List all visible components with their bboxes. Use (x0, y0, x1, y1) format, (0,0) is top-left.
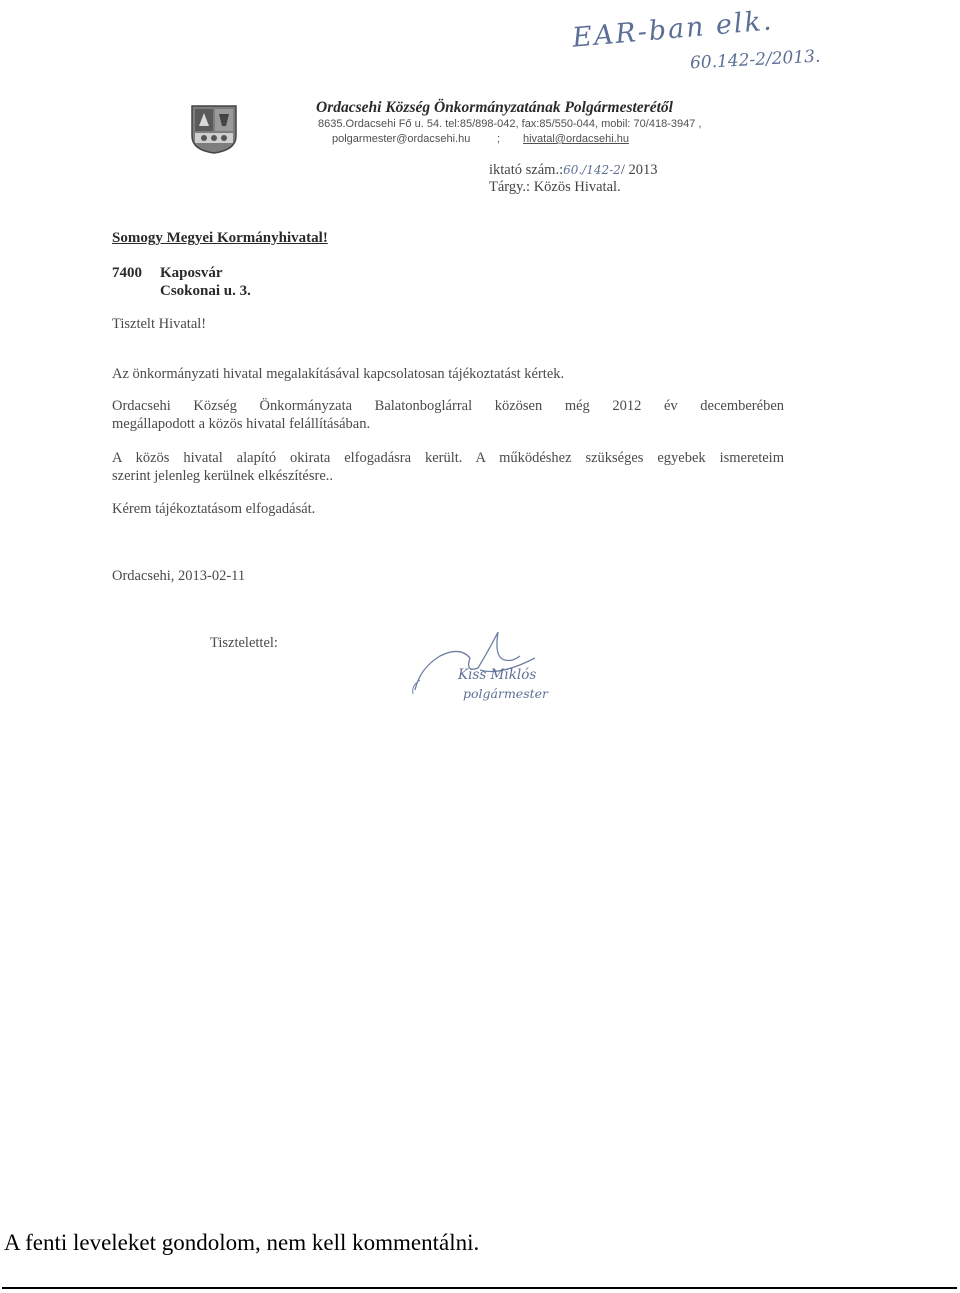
paragraph-1: Az önkormányzati hivatal megalakításával kapcsolatosan tájékoztatást kértek. (112, 366, 565, 382)
letterhead-address: 8635.Ordacsehi Fő u. 54. tel:85/898-042, fax:85/550-044, mobil: 70/418-3947 , (318, 118, 702, 130)
paragraph-4: Kérem tájékoztatásom elfogadását. (112, 501, 316, 517)
signer-name: Kiss Miklós (458, 667, 537, 683)
recipient-postal-code: 7400 (112, 265, 142, 281)
closing: Tisztelettel: (210, 635, 278, 651)
reference-handwritten-number: 60./142-2 (563, 163, 621, 177)
letterhead-separator: ; (497, 133, 501, 145)
handwritten-stamp-note: EAR-ban elk. (571, 5, 775, 54)
handwritten-registration-number: 60.142-2/2013. (689, 46, 821, 74)
reference-number (489, 162, 657, 179)
letter-subject: Tárgy.: Közös Hivatal. (489, 179, 621, 195)
footer-comment: A fenti leveleket gondolom, nem kell kommentálni. (4, 1230, 480, 1255)
reference-year: / 2013 (620, 162, 658, 178)
letterhead-office-email[interactable]: hivatal@ordacsehi.hu (523, 133, 629, 145)
recipient-name: Somogy Megyei Kormányhivatal! (112, 230, 328, 246)
paragraph-3-line-2: szerint jelenleg kerülnek elkészítésre.. (112, 468, 334, 484)
paragraph-2-line-2: megállapodott a közös hivatal felállításában. (112, 416, 371, 432)
reference-label: iktató szám.: (489, 162, 564, 178)
footer-divider (2, 1287, 957, 1289)
recipient-street: Csokonai u. 3. (160, 283, 251, 299)
salutation: Tisztelt Hivatal! (112, 316, 207, 332)
letterhead-email: polgarmester@ordacsehi.hu (332, 133, 471, 145)
letterhead-title: Ordacsehi Község Önkormányzatának Polgármesterétől (316, 99, 673, 116)
paragraph-2-line-1: Ordacsehi Község Önkormányzata Balatonboglárral közösen még 2012 év decemberében (112, 398, 784, 414)
coat-of-arms-icon (190, 104, 238, 154)
recipient-city: Kaposvár (160, 265, 223, 281)
signer-title: polgármester (463, 686, 549, 701)
recipient-city-line (112, 265, 223, 282)
paragraph-3-line-1: A közös hivatal alapító okirata elfogadásra került. A működéshez szükséges egyebek ismereteim (112, 450, 784, 466)
place-and-date: Ordacsehi, 2013-02-11 (112, 568, 246, 584)
